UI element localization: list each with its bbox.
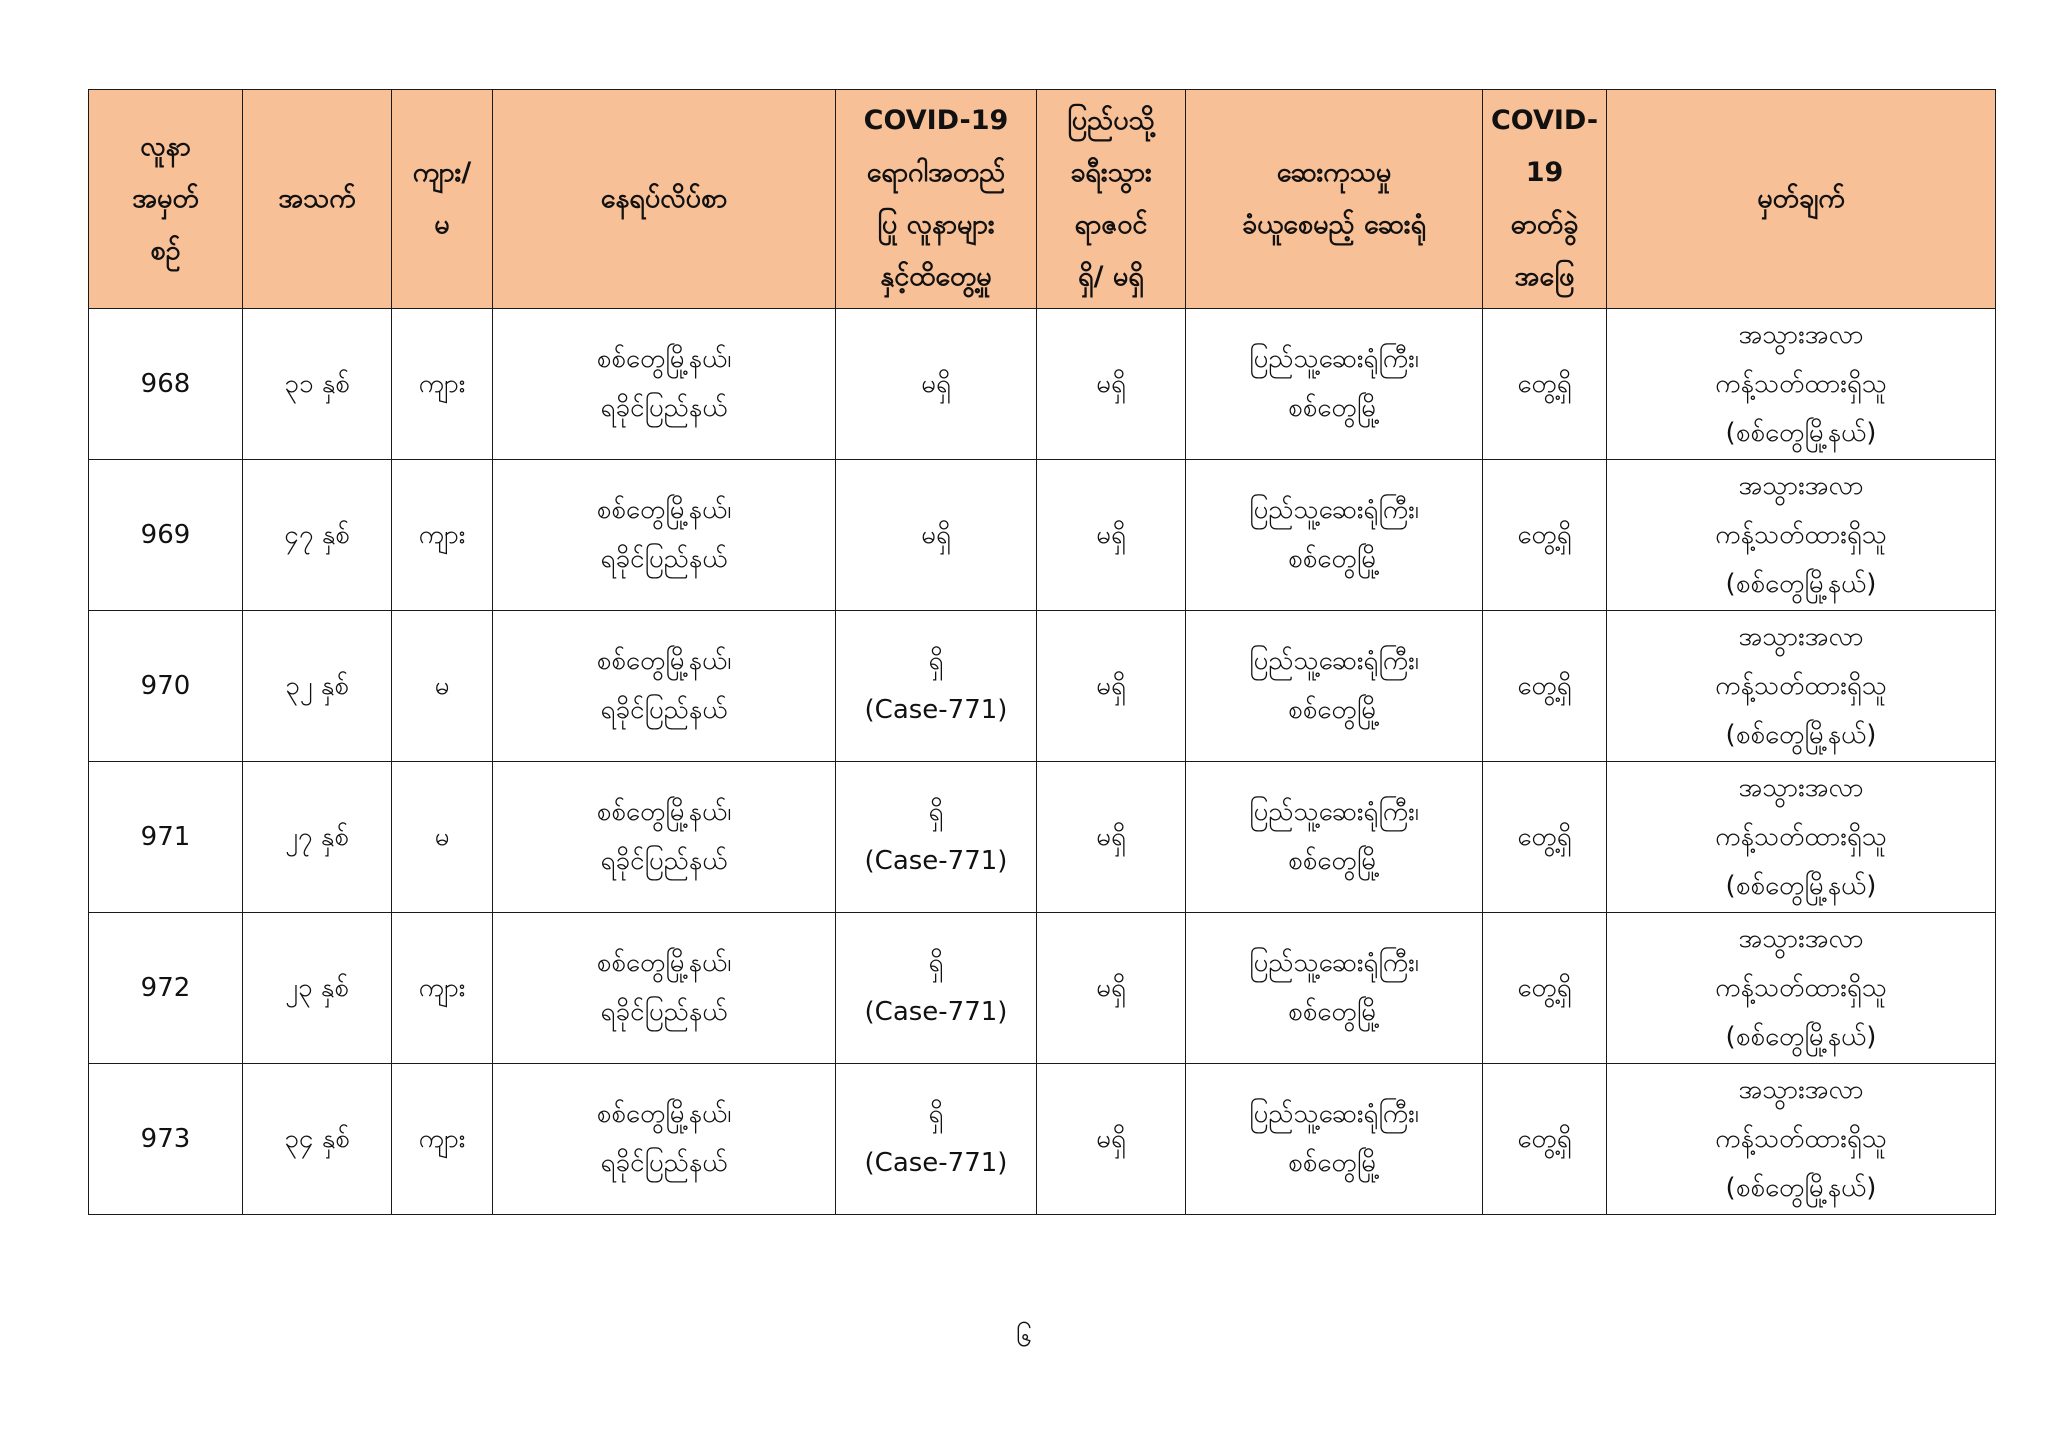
cell-text-line: နေရပ်လိပ်စာ [600, 183, 728, 214]
header-hospital [1186, 90, 1483, 309]
cell-age: ၄၇ နှစ် [243, 460, 392, 611]
cell-remark [1607, 762, 1996, 913]
cell-sex: ကျား [392, 309, 493, 460]
cell-text-line: ရှိ/ မရှိ [1078, 261, 1144, 292]
header-address [493, 90, 836, 309]
cell-text-line: စစ်တွေမြို့နယ်၊ [596, 1099, 732, 1129]
cell-text-line: (စစ်တွေမြို့နယ်) [1725, 1021, 1877, 1052]
cell-address [493, 309, 836, 460]
cell-text-line: ရခိုင်ပြည်နယ် [600, 997, 728, 1027]
cell-hospital [1186, 309, 1483, 460]
cell-text-line: စစ်တွေမြို့နယ်၊ [596, 646, 732, 676]
cell-sex: မ [392, 762, 493, 913]
cell-text-line: အသွားအလာ [1738, 319, 1864, 350]
cell-text-line: ကန့်သတ်ထားရှိသူ [1715, 972, 1887, 1003]
header-case-number [89, 90, 243, 309]
cell-hospital [1186, 762, 1483, 913]
cell-text-line: စစ်တွေမြို့နယ်၊ [596, 948, 732, 978]
cell-text-line: ပြည်သူ့ဆေးရုံကြီး၊ [1249, 495, 1419, 525]
cell-contact [836, 611, 1037, 762]
cell-contact [836, 460, 1037, 611]
cell-text-line: (စစ်တွေမြို့နယ်) [1725, 417, 1877, 448]
cell-remark [1607, 913, 1996, 1064]
cell-text-line: (Case-771) [864, 1148, 1008, 1178]
cell-text-line: ခံယူစေမည့် ဆေးရုံ [1241, 209, 1427, 240]
cell-text-line: (Case-771) [864, 846, 1008, 876]
cell-text-line: ရှိ [928, 797, 944, 827]
cell-text-line: ပြု လူနာများ [877, 209, 995, 240]
cell-text-line: ပြည်သူ့ဆေးရုံကြီး၊ [1249, 646, 1419, 676]
cell-case-number: 968 [89, 309, 243, 460]
cell-text-line: (စစ်တွေမြို့နယ်) [1725, 1172, 1877, 1203]
cell-address [493, 460, 836, 611]
cell-text-line: စစ်တွေမြို့နယ်၊ [596, 495, 732, 525]
cell-age: ၂၇ နှစ် [243, 762, 392, 913]
cell-text-line: ကန့်သတ်ထားရှိသူ [1715, 821, 1887, 852]
cell-text-line: ရှိ [928, 1099, 944, 1129]
cell-sex: ကျား [392, 913, 493, 1064]
cell-lab-result: တွေ့ရှိ [1483, 1064, 1607, 1215]
cell-text-line: ကန့်သတ်ထားရှိသူ [1715, 670, 1887, 701]
table-header-row [89, 90, 1996, 309]
cell-address [493, 1064, 836, 1215]
cell-text-line: 19 [1525, 157, 1564, 188]
header-age [243, 90, 392, 309]
cell-text-line: ပြည်ပသို့ [1067, 105, 1155, 136]
cell-text-line: စစ်တွေမြို့ [1288, 1148, 1380, 1178]
cell-lab-result: တွေ့ရှိ [1483, 611, 1607, 762]
cell-text-line: လူနာ [140, 131, 191, 162]
cell-remark [1607, 460, 1996, 611]
header-remark [1607, 90, 1996, 309]
cell-hospital [1186, 1064, 1483, 1215]
cell-text-line: စဉ် [150, 235, 181, 266]
cell-text-line: မ [434, 209, 450, 240]
cell-text-line: စစ်တွေမြို့ [1288, 393, 1380, 423]
cell-text-line: အသွားအလာ [1738, 772, 1864, 803]
cell-text-line: (Case-771) [864, 997, 1008, 1027]
cell-text-line: စစ်တွေမြို့ [1288, 846, 1380, 876]
cell-text-line: ရခိုင်ပြည်နယ် [600, 1148, 728, 1178]
cell-travel-history: မရှိ [1037, 460, 1186, 611]
cell-text-line: မရှိ [921, 519, 951, 550]
header-travel-history [1037, 90, 1186, 309]
cell-case-number: 971 [89, 762, 243, 913]
cell-address [493, 913, 836, 1064]
cell-travel-history: မရှိ [1037, 611, 1186, 762]
cell-text-line: COVID-19 [863, 105, 1009, 136]
cell-text-line: စစ်တွေမြို့နယ်၊ [596, 797, 732, 827]
cell-text-line: ရခိုင်ပြည်နယ် [600, 846, 728, 876]
cell-case-number: 973 [89, 1064, 243, 1215]
cell-text-line: ရှိ [928, 646, 944, 676]
cell-lab-result: တွေ့ရှိ [1483, 309, 1607, 460]
cell-text-line: အသွားအလာ [1738, 470, 1864, 501]
cell-travel-history: မရှိ [1037, 1064, 1186, 1215]
cell-case-number: 972 [89, 913, 243, 1064]
table-row [89, 460, 1996, 611]
covid-case-table [88, 89, 1996, 1215]
cell-text-line: ကန့်သတ်ထားရှိသူ [1715, 1123, 1887, 1154]
cell-text-line: ရခိုင်ပြည်နယ် [600, 544, 728, 574]
cell-contact [836, 1064, 1037, 1215]
header-contact [836, 90, 1037, 309]
table-row [89, 762, 1996, 913]
header-lab-result [1483, 90, 1607, 309]
cell-text-line: (စစ်တွေမြို့နယ်) [1725, 568, 1877, 599]
cell-text-line: စစ်တွေမြို့ [1288, 544, 1380, 574]
cell-travel-history: မရှိ [1037, 762, 1186, 913]
table-row [89, 913, 1996, 1064]
cell-text-line: နှင့်ထိတွေ့မှု [880, 261, 992, 292]
cell-address [493, 762, 836, 913]
cell-text-line: စစ်တွေမြို့နယ်၊ [596, 344, 732, 374]
cell-age: ၃၁ နှစ် [243, 309, 392, 460]
cell-text-line: ကန့်သတ်ထားရှိသူ [1715, 368, 1887, 399]
cell-lab-result: တွေ့ရှိ [1483, 913, 1607, 1064]
table-row [89, 1064, 1996, 1215]
cell-text-line: အသွားအလာ [1738, 621, 1864, 652]
cell-text-line: ကျား/ [412, 157, 472, 188]
cell-sex: ကျား [392, 1064, 493, 1215]
cell-text-line: စစ်တွေမြို့ [1288, 695, 1380, 725]
cell-travel-history: မရှိ [1037, 309, 1186, 460]
cell-text-line: ရခိုင်ပြည်နယ် [600, 695, 728, 725]
cell-case-number: 969 [89, 460, 243, 611]
cell-sex: မ [392, 611, 493, 762]
page-number: ၆ [1016, 1320, 1032, 1353]
cell-text-line: ရှိ [928, 948, 944, 978]
cell-contact [836, 309, 1037, 460]
cell-text-line: အသက် [278, 183, 356, 214]
cell-age: ၂၃ နှစ် [243, 913, 392, 1064]
table-row [89, 309, 1996, 460]
cell-text-line: ပြည်သူ့ဆေးရုံကြီး၊ [1249, 1099, 1419, 1129]
cell-text-line: COVID- [1490, 105, 1599, 136]
cell-age: ၃၂ နှစ် [243, 611, 392, 762]
cell-text-line: စစ်တွေမြို့ [1288, 997, 1380, 1027]
cell-text-line: ဓာတ်ခွဲ [1510, 209, 1579, 240]
cell-travel-history: မရှိ [1037, 913, 1186, 1064]
cell-text-line: ကန့်သတ်ထားရှိသူ [1715, 519, 1887, 550]
cell-text-line: (စစ်တွေမြို့နယ်) [1725, 870, 1877, 901]
cell-text-line: ဆေးကုသမှု [1276, 157, 1392, 188]
cell-text-line: (စစ်တွေမြို့နယ်) [1725, 719, 1877, 750]
cell-contact [836, 913, 1037, 1064]
cell-remark [1607, 1064, 1996, 1215]
cell-address [493, 611, 836, 762]
cell-remark [1607, 611, 1996, 762]
cell-sex: ကျား [392, 460, 493, 611]
cell-case-number: 970 [89, 611, 243, 762]
cell-lab-result: တွေ့ရှိ [1483, 460, 1607, 611]
cell-text-line: (Case-771) [864, 695, 1008, 725]
cell-hospital [1186, 611, 1483, 762]
cell-text-line: အမှတ် [132, 183, 199, 214]
cell-text-line: ပြည်သူ့ဆေးရုံကြီး၊ [1249, 948, 1419, 978]
cell-text-line: ပြည်သူ့ဆေးရုံကြီး၊ [1249, 797, 1419, 827]
cell-age: ၃၄ နှစ် [243, 1064, 392, 1215]
cell-remark [1607, 309, 1996, 460]
cell-text-line: အသွားအလာ [1738, 1074, 1864, 1105]
cell-text-line: မှတ်ချက် [1757, 183, 1845, 214]
cell-text-line: အသွားအလာ [1738, 923, 1864, 954]
cell-hospital [1186, 913, 1483, 1064]
cell-text-line: ရာဇဝင် [1074, 209, 1148, 240]
cell-text-line: ရခိုင်ပြည်နယ် [600, 393, 728, 423]
cell-text-line: အဖြေ [1514, 261, 1575, 292]
table-row [89, 611, 1996, 762]
cell-hospital [1186, 460, 1483, 611]
cell-contact [836, 762, 1037, 913]
header-sex [392, 90, 493, 309]
cell-text-line: ရောဂါအတည် [866, 157, 1006, 188]
cell-text-line: မရှိ [921, 368, 951, 399]
cell-text-line: ခရီးသွား [1070, 157, 1152, 188]
cell-text-line: ပြည်သူ့ဆေးရုံကြီး၊ [1249, 344, 1419, 374]
cell-lab-result: တွေ့ရှိ [1483, 762, 1607, 913]
